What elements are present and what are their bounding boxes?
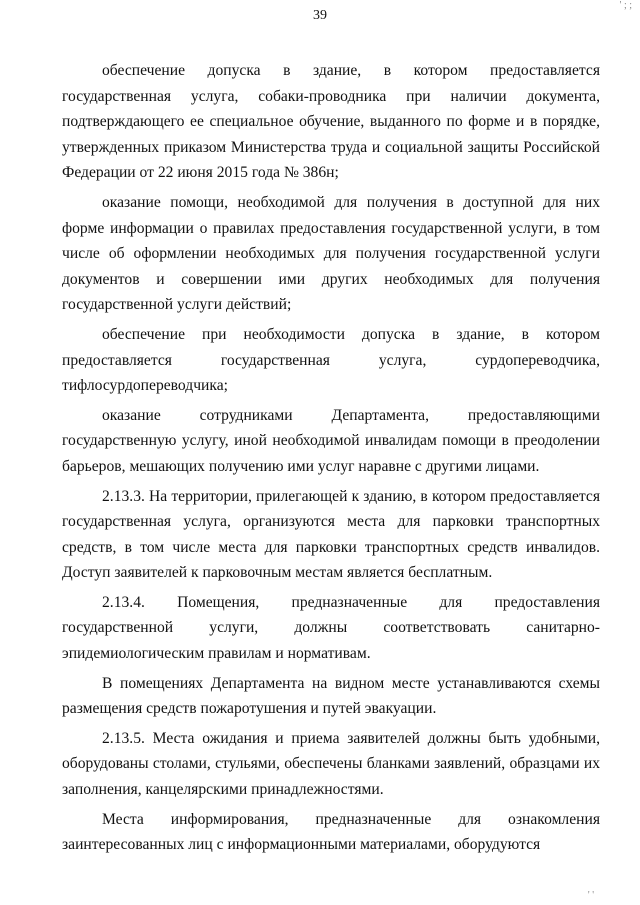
paragraph-sign-interpreter: обеспечение при необходимости допуска в здание, в котором предоставляется государственная услуга, сурдопереводчика, тифлосурдопереводчика; xyxy=(62,325,600,395)
paragraph-2-13-4-premises: 2.13.4. Помещения, предназначенные для предоставления государственной услуги, должны соответствовать санитарно-эпидемиологическим правилам и нормативам. xyxy=(62,593,600,663)
paragraph-guide-dog-access: обеспечение допуска в здание, в котором предоставляется государственная услуга, собаки-проводника при наличии документа, подтверждающего ее специальное обучение, выданного по форме и в порядке, утвержденных приказом Министерства труда и социальной защиты Российской Федерации от 22 июня 2015 года № 386н; xyxy=(62,62,600,182)
paragraph-evacuation-schemes: В помещениях Департамента на видном месте устанавливаются схемы размещения средств пожаротушения и путей эвакуации. xyxy=(62,674,600,718)
body-text xyxy=(62,58,600,858)
paragraph-2-13-5-waiting-areas: 2.13.5. Места ожидания и приема заявителей должны быть удобными, оборудованы столами, стульями, обеспечены бланками заявлений, образцами их заполнения, канцелярскими принадлежностями. xyxy=(62,729,600,799)
paragraph-information-areas: Места информирования, предназначенные для ознакомления заинтересованных лиц с информационными материалами, оборудуются xyxy=(62,810,600,854)
scan-corner-mark-bottom: ' ' xyxy=(587,890,594,901)
paragraph-2-13-3-parking: 2.13.3. На территории, прилегающей к зданию, в котором предоставляется государственная услуга, организуются места для парковки транспортных средств, в том числе места для парковки транспортных средств инвалидов. Доступ заявителей к парковочным местам является бесплатным. xyxy=(62,487,600,582)
scan-corner-mark: ' ; ; xyxy=(619,0,632,11)
paragraph-staff-assistance: оказание сотрудниками Департамента, предоставляющими государственную услугу, иной необходимой инвалидам помощи в преодолении барьеров, мешающих получению ими услуг наравне с другими лицами. xyxy=(62,406,600,475)
paragraph-information-assistance: оказание помощи, необходимой для получения в доступной для них форме информации о правилах предоставления государственной услуги, в том числе об оформлении необходимых для получения государственной услуги документов и совершении ими других необходимых для получения государственной услуги действий; xyxy=(62,193,600,314)
page-number: 39 xyxy=(313,8,327,23)
